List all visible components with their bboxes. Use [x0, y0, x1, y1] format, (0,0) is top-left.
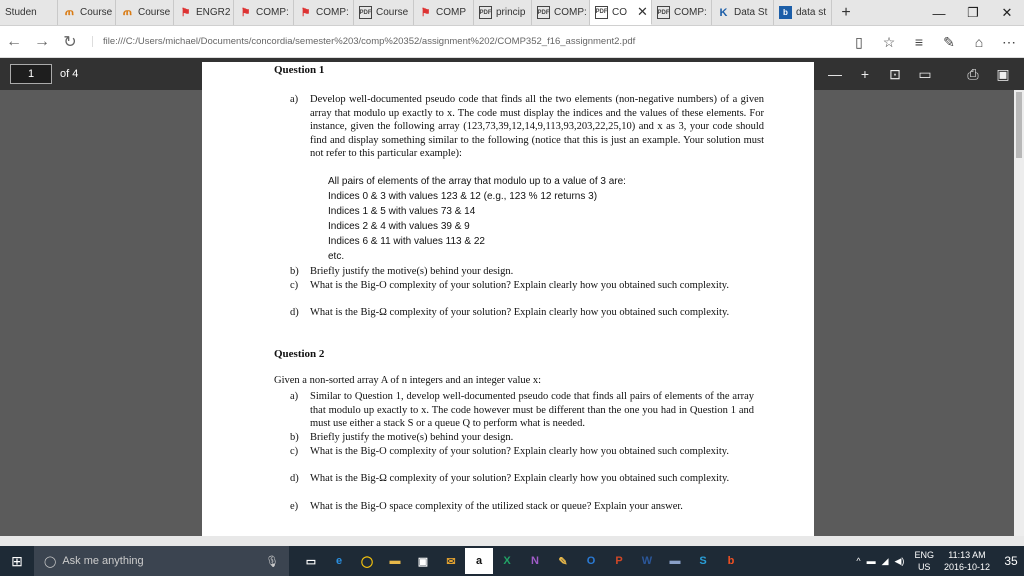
zoom-in-icon[interactable]: + — [860, 66, 870, 82]
tab-2[interactable] — [116, 0, 174, 25]
pdf-icon: PDF — [595, 6, 608, 19]
restore-icon[interactable]: ❐ — [967, 5, 979, 20]
pen-app-icon[interactable]: ✎ — [558, 555, 568, 568]
flag-icon: ⚑ — [420, 7, 431, 19]
excel-icon[interactable]: X — [503, 555, 511, 567]
tab-label: COMP: — [674, 7, 707, 18]
bing-icon: b — [779, 6, 792, 19]
reading-view-icon[interactable]: ▯ — [855, 33, 863, 50]
tab-label: CO — [612, 6, 627, 18]
flag-icon: ⚑ — [300, 7, 311, 19]
microphone-icon[interactable]: 🎙 — [265, 555, 279, 568]
pdf-icon: PDF — [479, 6, 492, 19]
page-total: of 4 — [60, 68, 79, 80]
system-tray — [856, 546, 1024, 576]
tab-12[interactable] — [712, 0, 774, 25]
item-label: a) — [290, 391, 299, 402]
taskbar — [0, 546, 1024, 576]
tab-11[interactable] — [652, 0, 712, 25]
example-line: Indices 6 & 11 with values 113 & 22 — [328, 236, 485, 247]
tab-label: Course — [80, 7, 113, 18]
tab-8[interactable] — [474, 0, 532, 25]
action-center-icon[interactable] — [998, 554, 1024, 568]
bing-taskbar-icon[interactable]: b — [727, 555, 735, 567]
fit-page-icon[interactable]: ⊡ — [889, 65, 901, 82]
pdf-icon: PDF — [657, 6, 670, 19]
back-arrow-icon[interactable]: ← — [6, 32, 22, 50]
item-label: b) — [290, 266, 299, 277]
item-text: What is the Big-Ω complexity of your solution? Explain clearly how you obtained such complexity. — [310, 473, 730, 484]
close-tab-icon[interactable]: ✕ — [637, 4, 648, 19]
tab-label: COMP: — [554, 7, 587, 18]
scroll-thumb[interactable] — [1016, 92, 1022, 158]
tab-6[interactable] — [354, 0, 414, 25]
item-text: Briefly justify the motive(s) behind your design. — [310, 266, 514, 277]
q2-part-e — [290, 500, 764, 514]
new-tab-button[interactable]: + — [841, 3, 851, 21]
item-text: Develop well-documented pseudo code that finds all the two elements (non-negative numbers) of a given array that modulo up exactly to x. The code must display the indices and the values of these elements. For instance, given the following array (123,73,39,12,14,9,113,93,203,22,25,10) and x as 3, your code should find and display something similar to the following (notice that this is just an example. Your solution must not refer to this particular example): — [310, 94, 764, 160]
q2-part-d — [290, 472, 740, 486]
tab-label: COMP — [436, 7, 466, 18]
question-2-title: Question 2 — [274, 348, 325, 360]
example-line: Indices 0 & 3 with values 123 & 12 (e.g., 123 % 12 returns 3) — [328, 191, 598, 202]
item-text: Briefly justify the motive(s) behind your design. — [310, 432, 514, 443]
q1-part-c — [290, 279, 764, 293]
tab-4[interactable] — [234, 0, 294, 25]
favorite-star-icon[interactable]: ☆ — [882, 33, 896, 50]
minimize-icon[interactable]: — — [932, 5, 946, 21]
tab-label: Course — [376, 7, 409, 18]
q2-part-a — [290, 390, 754, 431]
onenote-icon[interactable]: N — [531, 555, 539, 567]
item-text: What is the Big-Ω complexity of your solution? Explain clearly how you obtained such complexity. — [310, 307, 730, 318]
tab-label: Course — [138, 7, 171, 18]
forward-arrow-icon[interactable]: → — [34, 32, 50, 50]
tab-label: COMP: — [316, 7, 349, 18]
horizontal-scrollbar[interactable] — [0, 536, 1024, 546]
hub-icon[interactable]: ≡ — [914, 34, 924, 50]
taskbar-apps — [297, 548, 745, 574]
tab-5[interactable] — [294, 0, 354, 25]
language-indicator[interactable] — [914, 549, 934, 573]
item-label: e) — [290, 501, 299, 512]
save-icon[interactable]: ▣ — [996, 65, 1010, 82]
share-icon[interactable]: ⌂ — [974, 34, 984, 50]
more-icon[interactable]: ⋯ — [1002, 33, 1016, 50]
search-placeholder: Ask me anything — [62, 555, 144, 567]
tab-label: princip — [496, 7, 526, 18]
clock-date: 2016-10-12 — [943, 562, 990, 572]
tab-label: Data St — [734, 7, 768, 18]
item-text: What is the Big-O complexity of your solution? Explain clearly how you obtained such complexity. — [310, 280, 729, 291]
powerpoint-icon[interactable]: P — [615, 555, 623, 567]
tab-label: ENGR2 — [196, 7, 231, 18]
example-line: etc. — [328, 251, 345, 262]
tab-0[interactable] — [0, 0, 58, 25]
item-label: d) — [290, 473, 299, 484]
example-line: Indices 2 & 4 with values 39 & 9 — [328, 221, 470, 232]
outlook-icon[interactable]: O — [586, 555, 596, 567]
close-window-icon[interactable]: ✕ — [1001, 5, 1013, 20]
amazon-icon[interactable]: a — [465, 548, 493, 574]
k-icon: K — [719, 6, 728, 19]
pdf-tools — [820, 58, 1018, 90]
volume-icon[interactable]: ◀) — [894, 555, 905, 566]
page-layout-icon[interactable]: ▭ — [918, 65, 932, 82]
moodle-icon: ጠ — [122, 6, 133, 18]
tab-strip — [0, 0, 1024, 26]
item-text: What is the Big-O space complexity of the utilized stack or queue? Explain your answer. — [310, 501, 683, 512]
item-label: b) — [290, 432, 299, 443]
web-note-icon[interactable]: ✎ — [943, 33, 955, 50]
question-1-title: Question 1 — [274, 64, 325, 76]
tab-label: COMP: — [256, 7, 289, 18]
navigation-bar — [0, 26, 1024, 58]
skype-icon[interactable]: S — [699, 555, 707, 567]
example-line: All pairs of elements of the array that modulo up to a value of 3 are: — [328, 176, 626, 187]
tab-label: Studen — [5, 7, 37, 18]
tab-3[interactable] — [174, 0, 234, 25]
flag-icon: ⚑ — [240, 7, 251, 19]
moodle-icon: ጠ — [64, 6, 75, 18]
lang-code: ENG — [914, 550, 934, 560]
tab-10-active[interactable] — [590, 0, 652, 25]
region-code: US — [917, 562, 931, 572]
q2-part-b — [290, 431, 754, 445]
page-number-input[interactable]: 1 — [10, 64, 52, 84]
task-view-icon[interactable]: ▭ — [305, 555, 317, 568]
word-icon[interactable]: W — [641, 555, 653, 567]
q1-part-b — [290, 265, 764, 279]
pdf-icon: PDF — [537, 6, 550, 19]
windows-start-icon[interactable]: ⊞ — [11, 552, 23, 569]
tab-1[interactable] — [58, 0, 116, 25]
q1-part-a — [290, 93, 764, 161]
file-explorer-icon[interactable]: ▬ — [389, 555, 401, 567]
store-icon[interactable]: ▣ — [417, 555, 429, 568]
pdf-page — [202, 62, 814, 536]
edge-icon[interactable]: e — [335, 555, 343, 567]
item-label: c) — [290, 446, 299, 457]
cortana-circle-icon: ◯ — [44, 555, 57, 568]
q2-part-c — [290, 445, 740, 459]
mail-icon[interactable]: ✉ — [446, 555, 456, 568]
wifi-icon[interactable]: ◢ — [881, 555, 889, 566]
item-text: What is the Big-O complexity of your solution? Explain clearly how you obtained such complexity. — [310, 446, 729, 457]
refresh-icon[interactable]: ↻ — [63, 33, 77, 51]
flag-icon: ⚑ — [180, 7, 191, 19]
q2-intro: Given a non-sorted array A of n integers and an integer value x: — [274, 375, 542, 386]
battery-icon[interactable]: ▬ — [866, 556, 876, 566]
pdf-icon: PDF — [359, 6, 372, 19]
clock-time: 11:13 AM — [948, 550, 986, 560]
nav-actions — [844, 26, 1024, 58]
tab-9[interactable] — [532, 0, 590, 25]
item-text: Similar to Question 1, develop well-documented pseudo code that finds all pairs of elements of the array that modulo up exactly to x. The code however must be different than the one you had in Question 1 and must use either a stack S or a queue Q to perform what is needed. — [310, 391, 754, 430]
q1-part-d — [290, 306, 764, 320]
example-line: Indices 1 & 5 with values 73 & 14 — [328, 206, 476, 217]
tab-13[interactable] — [774, 0, 832, 25]
clock[interactable] — [944, 549, 990, 573]
item-label: c) — [290, 280, 299, 291]
cortana-search[interactable] — [34, 546, 289, 576]
window-controls — [922, 0, 1024, 26]
remote-app-icon[interactable]: ▬ — [669, 555, 681, 567]
tab-label: data st — [796, 7, 827, 18]
tray-chevron-icon[interactable]: ^ — [856, 556, 861, 566]
tab-7[interactable] — [414, 0, 474, 25]
zoom-out-icon[interactable]: — — [828, 66, 842, 82]
print-icon[interactable]: ⎙ — [967, 65, 979, 82]
item-label: d) — [290, 307, 299, 318]
item-label: a) — [290, 94, 299, 105]
notification-count: 35 — [1004, 554, 1018, 568]
chrome-icon[interactable]: ◯ — [360, 555, 374, 568]
address-bar[interactable]: file:///C:/Users/michael/Documents/concordia/semester%203/comp%20352/assignment%202/COMP352_f16_assignment2.pdf — [92, 36, 782, 47]
